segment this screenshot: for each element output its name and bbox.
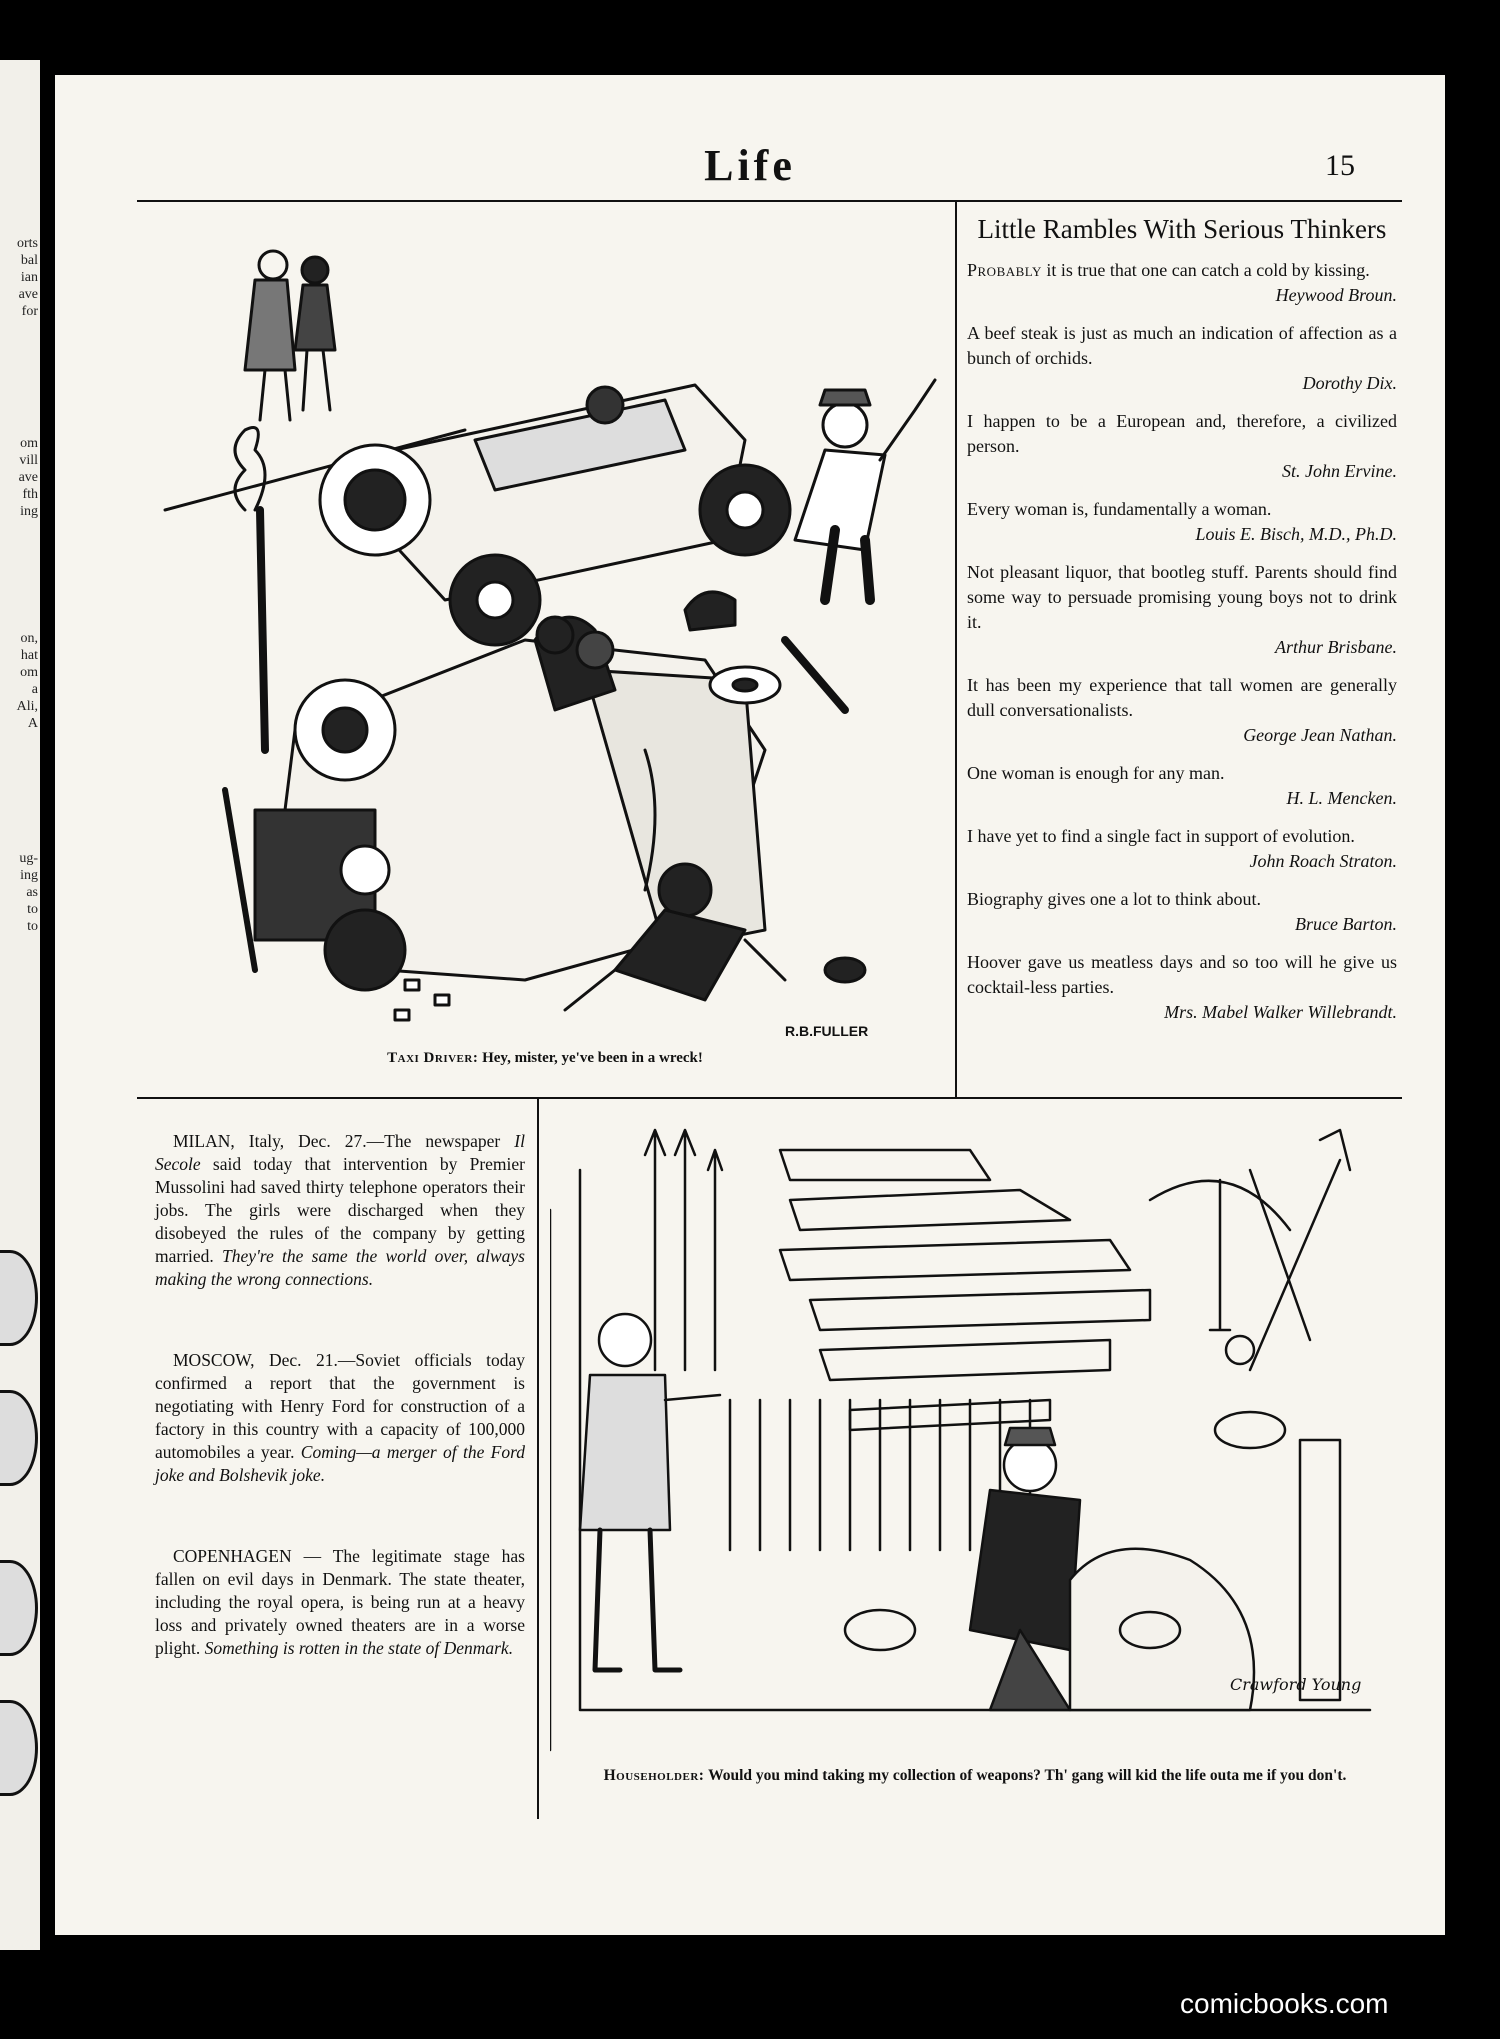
fragment-group-2: om vill ave fth ing: [18, 436, 38, 519]
column-divider: [537, 1099, 539, 1819]
header-rule: [137, 200, 1402, 202]
taxi-wreck-cartoon: [145, 210, 945, 1050]
quote-item: [967, 950, 1397, 1025]
householder-figure: [580, 1314, 720, 1670]
quote-author: Louis E. Bisch, M.D., Ph.D.: [1195, 524, 1397, 544]
teapot: [845, 1610, 915, 1650]
magazine-page: [55, 75, 1445, 1935]
quote-text: One woman is enough for any man.: [967, 763, 1225, 783]
quote-item: [967, 497, 1397, 547]
quote-text: it is true that one can catch a cold by kissing.: [1041, 260, 1370, 280]
quote-lead: Probably: [967, 260, 1042, 280]
adjacent-illustration-fragment: [0, 1700, 38, 1796]
caption-speaker: Taxi Driver:: [387, 1050, 479, 1066]
sword: [1250, 1170, 1310, 1340]
news-item-milan: MILAN, Italy, Dec. 27.—The newspaper Il Secole said today that intervention by Premier Mussolini had saved thirty telephone operators their jobs. The girls were discharged when they disobeyed the rules of the company by getting married. They're the same the world over, always making the wrong connections.: [155, 1131, 525, 1289]
top-cartoon-caption: [145, 1050, 945, 1067]
adjacent-illustration-fragment: [0, 1390, 38, 1486]
rambles-title: Little Rambles With Serious Thinkers: [977, 214, 1387, 244]
news-item-moscow: MOSCOW, Dec. 21.—Soviet officials today confirmed a report that the government is negotiating with Henry Ford for construction of a factory in this country with a capacity of 100,000 automobiles a year. Coming—a merger of the Ford joke and Bolshevik joke.: [155, 1350, 526, 1485]
rambles-column: [967, 210, 1397, 1038]
collector-figure: [970, 1428, 1080, 1710]
sword: [1320, 1130, 1350, 1170]
taxi-driver-figure: [795, 380, 935, 600]
news-tagline: Something is rotten in the state of Denmark.: [204, 1638, 514, 1658]
column-divider: [955, 202, 957, 1097]
adjacent-illustration-fragment: [0, 1560, 38, 1656]
quote-item: [967, 560, 1397, 660]
quote-item: [967, 824, 1397, 874]
masthead-title: Life: [704, 141, 796, 190]
cartoon-signature: Crawford Young: [1230, 1675, 1362, 1694]
quote-text: Not pleasant liquor, that bootleg stuff. Parents should find some way to persuade promising young boys not to drink it.: [967, 562, 1397, 632]
sword: [1250, 1160, 1340, 1370]
section-divider: [137, 1097, 1402, 1099]
fragment-group-4: ug- ing as to to: [19, 851, 38, 934]
quote-text: Every woman is, fundamentally a woman.: [967, 499, 1272, 519]
quote-author: John Roach Straton.: [1249, 851, 1397, 871]
quote-text: I happen to be a European and, therefore, a civilized person.: [967, 411, 1397, 456]
newspaper-name: Il Secole: [155, 1131, 525, 1174]
quote-text: A beef steak is just as much an indication of affection as a bunch of orchids.: [967, 323, 1397, 368]
quote-author: Mrs. Mabel Walker Willebrandt.: [1164, 1002, 1397, 1022]
page-number: 15: [1325, 149, 1355, 182]
quote-text: Biography gives one a lot to think about.: [967, 889, 1261, 909]
news-tagline: They're the same the world over, always making the wrong connections.: [155, 1246, 525, 1289]
gun-rack: [780, 1150, 1150, 1430]
quote-text: Hoover gave us meatless days and so too will he give us cocktail-less parties.: [967, 952, 1397, 997]
quote-text: I have yet to find a single fact in support of evolution.: [967, 826, 1355, 846]
bomb: [1226, 1336, 1254, 1364]
crossbow: [1150, 1180, 1290, 1330]
news-item-copenhagen: COPENHAGEN — The legitimate stage has fallen on evil days in Denmark. The state theater, including the royal opera, is being run at a heavy loss and privately owned theaters are in a worse plight. Something is rotten in the state of Denmark.: [155, 1546, 525, 1658]
caption-text: Would you mind taking my collection of weapons? Th' gang will kid the life outa me if you don't.: [708, 1767, 1347, 1784]
tureen: [1215, 1412, 1285, 1448]
quote-item: [967, 409, 1397, 484]
cabinet: [1300, 1440, 1340, 1700]
news-tagline: Coming—a merger of the Ford joke and Bolshevik joke.: [155, 1442, 525, 1485]
site-watermark: comicbooks.com: [1180, 1988, 1389, 2019]
quote-item: [967, 258, 1397, 308]
quote-item: [967, 673, 1397, 748]
bottom-cartoon-caption: [550, 1765, 1400, 1787]
sack: [1070, 1549, 1254, 1710]
weapons-collection-cartoon: [550, 1110, 1400, 1760]
quote-text: It has been my experience that tall women are generally dull conversationalists.: [967, 675, 1397, 720]
caption-speaker: Householder:: [603, 1767, 705, 1784]
quote-author: George Jean Nathan.: [1243, 725, 1397, 745]
smoke-puff: [235, 428, 265, 511]
fragment-group-1: orts bal ian ave for: [17, 236, 38, 319]
quote-author: St. John Ervine.: [1282, 461, 1397, 481]
adjacent-illustration-fragment: [0, 1250, 38, 1346]
news-dateline: COPENHAGEN: [173, 1546, 292, 1566]
spear: [708, 1150, 722, 1370]
news-dateline: MOSCOW, Dec. 21.: [173, 1350, 338, 1370]
smoke-column: [260, 510, 265, 750]
quote-author: H. L. Mencken.: [1286, 788, 1397, 808]
news-dateline: MILAN, Italy, Dec. 27.: [173, 1131, 367, 1151]
cartoon-signature: R.B.FULLER: [785, 1023, 869, 1039]
quote-item: [967, 887, 1397, 937]
quote-item: [967, 321, 1397, 396]
adjacent-page-strip: [0, 60, 40, 1950]
caption-text: Hey, mister, ye've been in a wreck!: [482, 1050, 703, 1066]
quote-author: Heywood Broun.: [1275, 285, 1397, 305]
couple-figures: [245, 251, 335, 420]
quote-author: Bruce Barton.: [1295, 914, 1397, 934]
quote-author: Arthur Brisbane.: [1274, 637, 1397, 657]
news-column: [155, 1130, 525, 1718]
fragment-group-3: on, hat om a Ali, A: [16, 631, 38, 731]
spear: [675, 1130, 695, 1370]
quote-item: [967, 761, 1397, 811]
quote-author: Dorothy Dix.: [1302, 373, 1397, 393]
